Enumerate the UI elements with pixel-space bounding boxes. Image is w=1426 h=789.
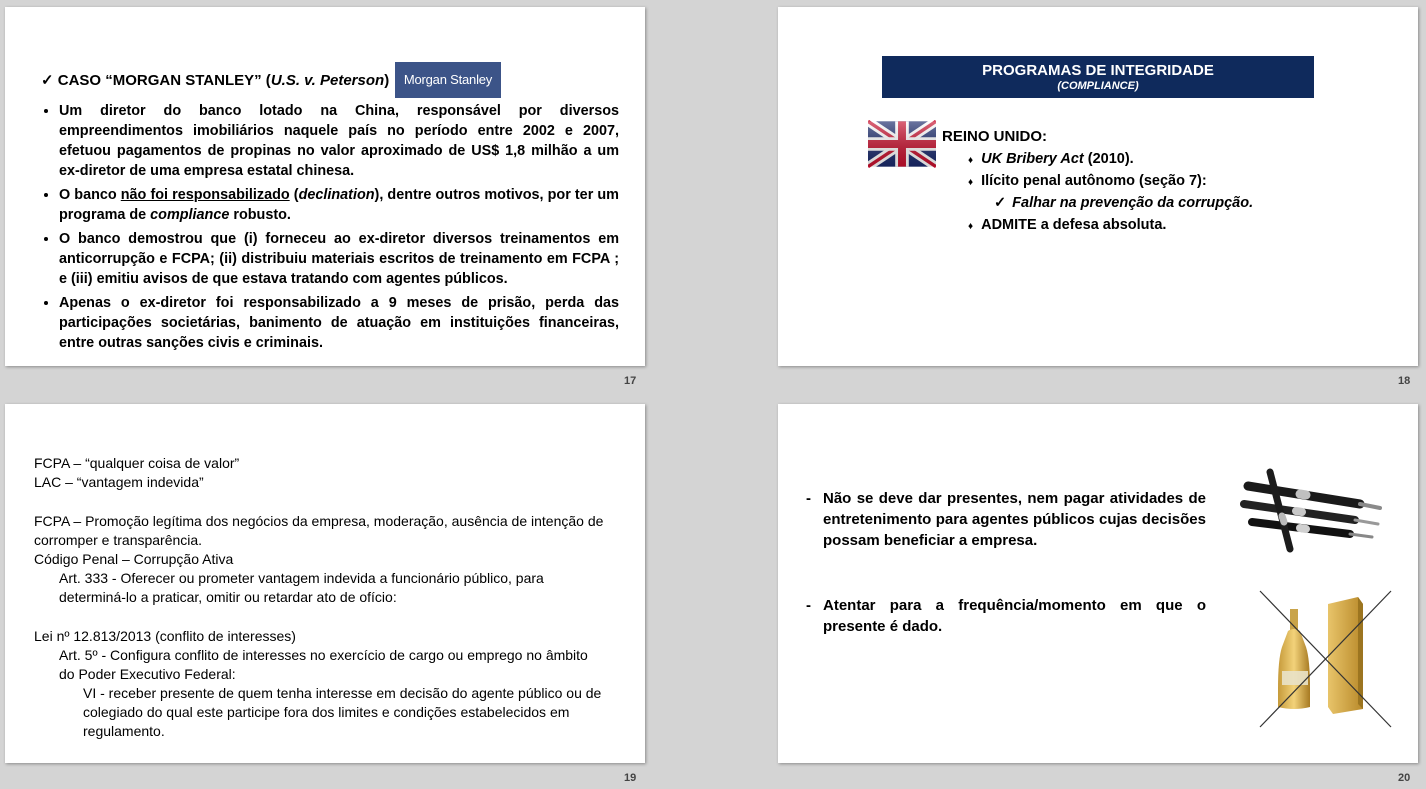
text-line: colegiado do qual este participe fora dos limites e condições estabelecidos em (83, 704, 570, 720)
list-item: ♦ ADMITE a defesa absoluta. (968, 217, 1167, 233)
text-line: do Poder Executivo Federal: (59, 666, 236, 682)
morgan-stanley-logo: Morgan Stanley (395, 62, 501, 98)
text-line: determiná-lo a praticar, omitir ou retardar ato de ofício: (59, 589, 397, 605)
banner (882, 56, 1314, 98)
slide-17-title: ✓ CASO “MORGAN STANLEY” (U.S. v. Peterson) (41, 72, 390, 89)
text-line: FCPA – Promoção legítima dos negócios da empresa, moderação, ausência de intenção de (34, 513, 604, 529)
slide-17[interactable] (5, 7, 645, 366)
text-line: LAC – “vantagem indevida” (34, 474, 204, 490)
text-line: FCPA – “qualquer coisa de valor” (34, 455, 240, 471)
text-line: VI - receber presente de quem tenha interesse em decisão do agente público ou de (83, 685, 602, 701)
bullet-4: • Apenas o ex-diretor foi responsabilizado a 9 meses de prisão, perda das participações societárias, banimento de atuação em instituições financeiras, entre outras sanções civis e criminais. (59, 293, 619, 353)
list-item: ♦ Ilícito penal autônomo (seção 7): (968, 173, 1207, 189)
bullet-2: • O banco não foi responsabilizado (declination), dentre outros motivos, por ter um programa de compliance robusto. (59, 185, 619, 225)
text-line: Art. 5º - Configura conflito de interesses no exercício de cargo ou emprego no âmbito (59, 647, 588, 663)
slide-17-bullets (41, 101, 619, 357)
slide-number-18: 18 (1398, 375, 1411, 387)
text-line: Código Penal – Corrupção Ativa (34, 551, 234, 567)
slide-number-20: 20 (1398, 772, 1411, 784)
country-heading: REINO UNIDO: (942, 128, 1047, 145)
banner-title: PROGRAMAS DE INTEGRIDADE (982, 62, 1214, 79)
paragraph-1: - Não se deve dar presentes, nem pagar atividades de entretenimento para agentes públicos cujas decisões possam beneficiar a empresa. (806, 490, 1206, 549)
diamond-icon: ♦ (968, 177, 974, 188)
pens-image (1240, 464, 1390, 554)
banner-subtitle: (COMPLIANCE) (1057, 80, 1139, 92)
check-icon: ✓ (994, 195, 1007, 211)
bullet-3: • O banco demostrou que (i) forneceu ao ex-diretor diversos treinamentos em anticorrupção e FCPA; (ii) distribuiu materiais escritos de treinamento em FCPA ; e (iii) emitiu avisos de que estava tratando com agentes públicos. (59, 229, 619, 289)
slide-18[interactable] (778, 7, 1418, 366)
text-line: regulamento. (83, 723, 165, 739)
paragraph-2: - Atentar para a frequência/momento em que o presente é dado. (806, 597, 1206, 635)
text-line: Lei nº 12.813/2013 (conflito de interesses) (34, 628, 296, 644)
crossed-champagne-image (1258, 589, 1393, 729)
text-line: Art. 333 - Oferecer ou prometer vantagem indevida a funcionário público, para (59, 570, 544, 586)
slide-number-19: 19 (624, 772, 637, 784)
list-item: ✓ Falhar na prevenção da corrupção. (994, 195, 1254, 211)
list-item: ♦ UK Bribery Act (2010). (968, 151, 1134, 167)
check-icon: ✓ (41, 72, 54, 89)
text-line: corromper e transparência. (34, 532, 203, 548)
slide-number-17: 17 (624, 375, 637, 387)
slide-19[interactable] (5, 404, 645, 763)
bullet-1: • Um diretor do banco lotado na China, responsável por diversos empreendimentos imobiliários naquele país no período entre 2002 e 2007, efetuou pagamentos de propinas no valor aproximado de US$ 1,8 milhão a um ex-diretor de uma empresa estatal chinesa. (59, 101, 619, 181)
slide-20[interactable] (778, 404, 1418, 763)
diamond-icon: ♦ (968, 155, 974, 166)
diamond-icon: ♦ (968, 221, 974, 232)
uk-flag-icon (868, 120, 936, 168)
